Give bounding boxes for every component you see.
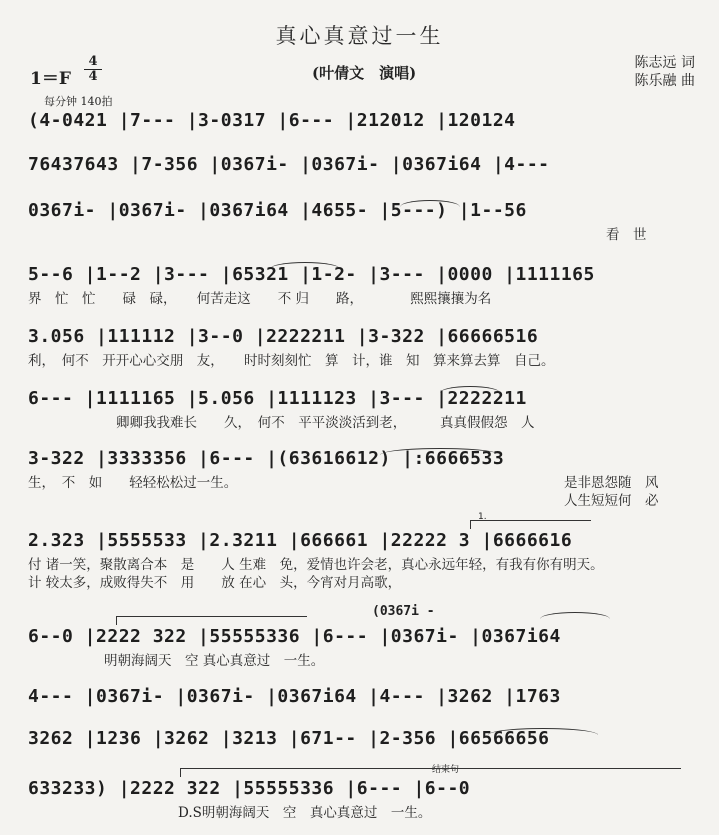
music-line-6: 6--- |1111165 |5.056 |1111123 |3--- |2222211 xyxy=(28,388,527,409)
volta-label: 1. xyxy=(478,512,487,522)
lyric-line-7: 人生短短何 必 xyxy=(564,493,659,509)
slur-mark xyxy=(380,448,500,455)
lyric-line-9: 计 较太多，成败得失不 用 放 在心 头，今宵对月高歌， xyxy=(28,575,402,591)
time-signature xyxy=(84,55,102,84)
slur-mark xyxy=(488,728,598,735)
singer-credit: (叶倩文 演唱) xyxy=(312,64,417,82)
lyric-line-8: 付 诸一笑，聚散离合本 是 人 生难 免，爱情也许会老，真心永远年轻，有我有你有明天。 xyxy=(28,557,604,573)
music-line-12: 633233) |2222 322 |55555336 |6--- |6--0 xyxy=(28,778,471,799)
lyric-line-2: 界 忙 忙 碌 碌， 何苦走这 不 归 路， 熙熙攘攘为名 xyxy=(28,291,492,307)
slur-mark xyxy=(400,200,460,207)
lyric-line-1: 看 世 xyxy=(606,227,647,243)
upper-voice-line: (0367i - xyxy=(372,604,435,619)
music-line-2: 76437643 |7-356 |0367i- |0367i- |0367i64 |4--- xyxy=(28,154,550,175)
slur-mark xyxy=(270,262,340,269)
tempo-mark: 每分钟 140拍 xyxy=(44,95,113,108)
volta-bracket xyxy=(470,520,591,529)
lyric-line-4: 卿卿我我难长 久， 何不 平平淡淡活到老， 真真假假怨 人 xyxy=(116,415,535,431)
meter-bottom: 4 xyxy=(88,69,98,84)
music-line-10: 4--- |0367i- |0367i- |0367i64 |4--- |3262 |1763 xyxy=(28,686,561,707)
lyric-line-3: 利， 何不 开开心心交朋 友， 时时刻刻忙 算 计，谁 知 算来算去算 自己。 xyxy=(28,353,555,369)
ending-label: 结束句 xyxy=(432,765,460,775)
slur-mark xyxy=(440,386,500,393)
music-line-9: 6--0 |2222 322 |55555336 |6--- |0367i- |0367i64 xyxy=(28,626,561,647)
key-signature: 1＝F xyxy=(30,69,71,89)
lyric-line-5: 生， 不 如 轻轻松松过一生。 xyxy=(28,475,238,491)
composer-credit: 陈乐融 曲 xyxy=(634,73,695,89)
volta-bracket-2 xyxy=(116,616,307,625)
music-line-8: 2.323 |5555533 |2.3211 |666661 |22222 3 |6666616 xyxy=(28,530,573,551)
music-line-1: (4-0421 |7--- |3-0317 |6--- |212012 |120124 xyxy=(28,110,516,131)
lyric-line-6: 是非恩怨随 风 xyxy=(564,475,659,491)
music-line-7: 3-322 |3333356 |6--- |(63616612) |:6666533 xyxy=(28,448,505,469)
slur-mark xyxy=(540,612,610,619)
song-title: 真心真意过一生 xyxy=(275,24,444,48)
music-line-11: 3262 |1236 |3262 |3213 |671-- |2-356 |66566656 xyxy=(28,728,550,749)
lyric-line-11: D.S明朝海阔天 空 真心真意过 一生。 xyxy=(178,805,432,821)
meter-top: 4 xyxy=(84,55,102,70)
ending-bracket xyxy=(180,768,681,777)
music-line-4: 5--6 |1--2 |3--- |65321 |1-2- |3--- |0000 |1111165 xyxy=(28,264,595,285)
music-line-5: 3.056 |111112 |3--0 |2222211 |3-322 |66666516 xyxy=(28,326,539,347)
lyricist-credit: 陈志远 词 xyxy=(634,55,695,71)
music-line-3: 0367i- |0367i- |0367i64 |4655- |5---) |1--56 xyxy=(28,200,527,221)
lyric-line-10: 明朝海阔天 空 真心真意过 一生。 xyxy=(104,653,325,669)
